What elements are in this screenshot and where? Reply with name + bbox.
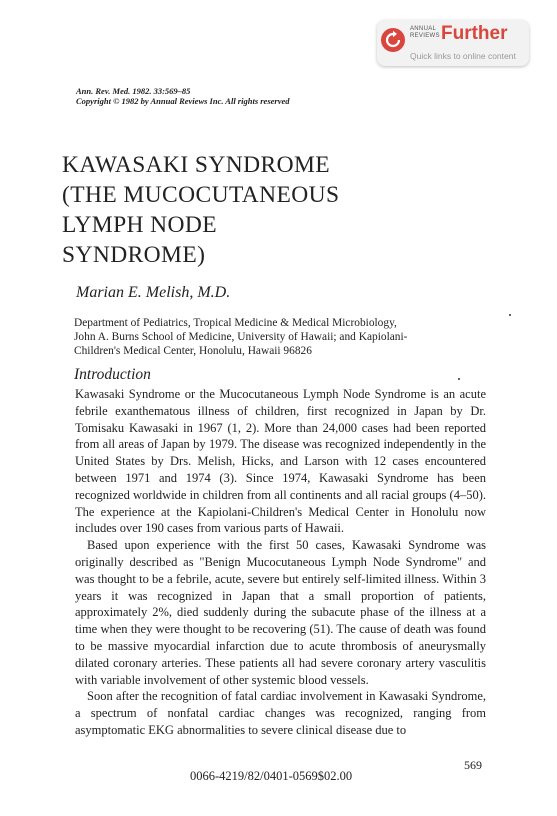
affiliation — [74, 316, 464, 358]
badge-title: Further — [441, 23, 508, 44]
paragraph: Soon after the recognition of fatal cardiac involvement in Kawasaki Syndrome, a spectrum of nonfatal cardiac changes was recognized, ranging from asymptomatic EKG abnormalities to severe clinical disease due to — [75, 689, 486, 737]
article-code: 0066-4219/82/0401-0569$02.00 — [190, 769, 353, 783]
copyright-line: Copyright © 1982 by Annual Reviews Inc. All rights reserved — [76, 96, 290, 106]
badge-publisher: ANNUAL REVIEWS — [410, 26, 440, 39]
affiliation-line: John A. Burns School of Medicine, University of Hawaii; and Kapiolani- — [74, 331, 408, 343]
journal-citation: Ann. Rev. Med. 1982. 33:569–85 — [76, 86, 191, 96]
title-line: KAWASAKI SYNDROME — [62, 152, 330, 178]
title-line: LYMPH NODE — [62, 212, 218, 238]
paragraph: Kawasaki Syndrome or the Mucocutaneous Lymph Node Syndrome is an acute febrile exanthematous illness of children, first recognized in Japan by Dr. Tomisaku Kawasaki in 1967 (1, 2). More than 24,000 cases had been reported from all areas of Japan by 1979. The disease was recognized independently in the United States by Drs. Melish, Hicks, and Larson with 12 cases encountered between 1971 and 1974 (3). Since 1974, Kawasaki Syndrome has been recognized worldwide in children from all continents and all racial groups (4–50). The experience at the Kapiolani-Children's Medical Center in Honolulu now includes over 190 cases from various parts of Hawaii. — [75, 387, 486, 536]
title-line: SYNDROME) — [62, 242, 206, 268]
page-number: 569 — [464, 758, 482, 772]
further-badge[interactable] — [377, 20, 529, 66]
badge-subtitle: Quick links to online content — [410, 51, 516, 61]
affiliation-line: Department of Pediatrics, Tropical Medicine & Medical Microbiology, — [74, 317, 397, 329]
article-body — [75, 386, 486, 739]
journal-header — [76, 86, 290, 106]
section-heading: Introduction — [74, 366, 151, 383]
title-line: (THE MUCOCUTANEOUS — [62, 182, 340, 208]
circular-arrow-icon — [381, 28, 405, 52]
article-title — [62, 150, 340, 270]
affiliation-line: Children's Medical Center, Honolulu, Hawaii 96826 — [74, 345, 312, 357]
paragraph: Based upon experience with the first 50 cases, Kawasaki Syndrome was originally described as "Benign Mucocutaneous Lymph Node Syndrome" and was thought to be a febrile, acute, severe but entirely self-limited illness. Within 3 years it was recognized in Japan that a small proportion of patients, approximately 2%, died suddenly during the subacute phase of the illness at a time when they were thought to be recovering (51). The cause of death was found to be massive myocardial infarction due to acute thrombosis of aneurysmally dilated coronary arteries. These patients all had severe coronary artery vasculitis with variable involvement of other systemic blood vessels. — [75, 538, 486, 687]
scan-speck — [509, 314, 511, 316]
scan-speck — [458, 378, 460, 380]
author-name: Marian E. Melish, M.D. — [76, 284, 231, 301]
